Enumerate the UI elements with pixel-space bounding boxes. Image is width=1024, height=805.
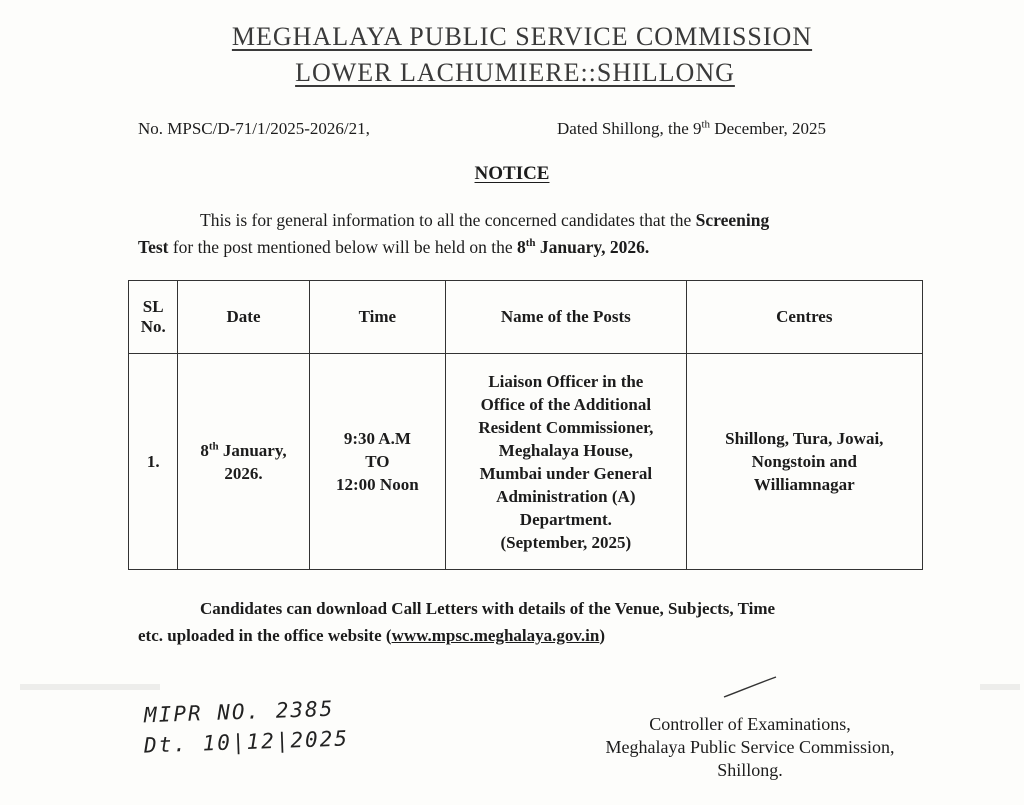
cell-centres: Shillong, Tura, Jowai, Nongstoin and Williamnagar <box>686 354 922 570</box>
notice-intro: This is for general information to all the concerned candidates that the Screening Test for the post mentioned below will be held on the 8th January, 2026. <box>138 210 770 257</box>
handwritten-mipr-number: MIPR NO. 2385 <box>143 696 335 728</box>
header-date: Date <box>178 281 309 354</box>
dated-line: Dated Shillong, the 9th December, 2025 <box>557 118 826 138</box>
cell-post: Liaison Officer in the Office of the Additional Resident Commissioner, Meghalaya House, Mumbai under General Administration (A) Department. (September, 2025) <box>446 354 687 570</box>
signatory-title: Controller of Examinations, <box>649 714 851 734</box>
scan-artifact <box>20 684 160 690</box>
cell-sl: 1. <box>129 354 178 570</box>
signature-block <box>560 713 940 782</box>
handwritten-date: Dt. 10|12|2025 <box>143 726 350 758</box>
notice-title: NOTICE <box>474 163 550 184</box>
signatory-organisation: Meghalaya Public Service Commission, <box>605 737 895 757</box>
cell-date: 8th January, 2026. <box>178 354 309 570</box>
signatory-place: Shillong. <box>717 760 783 780</box>
scan-artifact <box>980 684 1020 690</box>
table-header-row <box>129 281 923 354</box>
website-link[interactable]: www.mpsc.meghalaya.gov.in <box>391 626 600 645</box>
reference-number: No. MPSC/D-71/1/2025-2026/21, <box>138 119 370 138</box>
header-address: LOWER LACHUMIERE::SHILLONG <box>295 58 735 87</box>
header-centres: Centres <box>686 281 922 354</box>
signature-icon <box>720 673 780 703</box>
schedule-table <box>128 280 923 570</box>
table-row <box>129 354 923 570</box>
cell-time: 9:30 A.M TO 12:00 Noon <box>309 354 445 570</box>
call-letter-note: Candidates can download Call Letters with details of the Venue, Subjects, Time etc. uploaded in the office website (www.mpsc.meghalaya.gov.in) <box>138 599 776 645</box>
header-commission-name: MEGHALAYA PUBLIC SERVICE COMMISSION <box>231 22 813 51</box>
header-time: Time <box>309 281 445 354</box>
header-sl-no: SL No. <box>129 281 178 354</box>
header-posts: Name of the Posts <box>446 281 687 354</box>
